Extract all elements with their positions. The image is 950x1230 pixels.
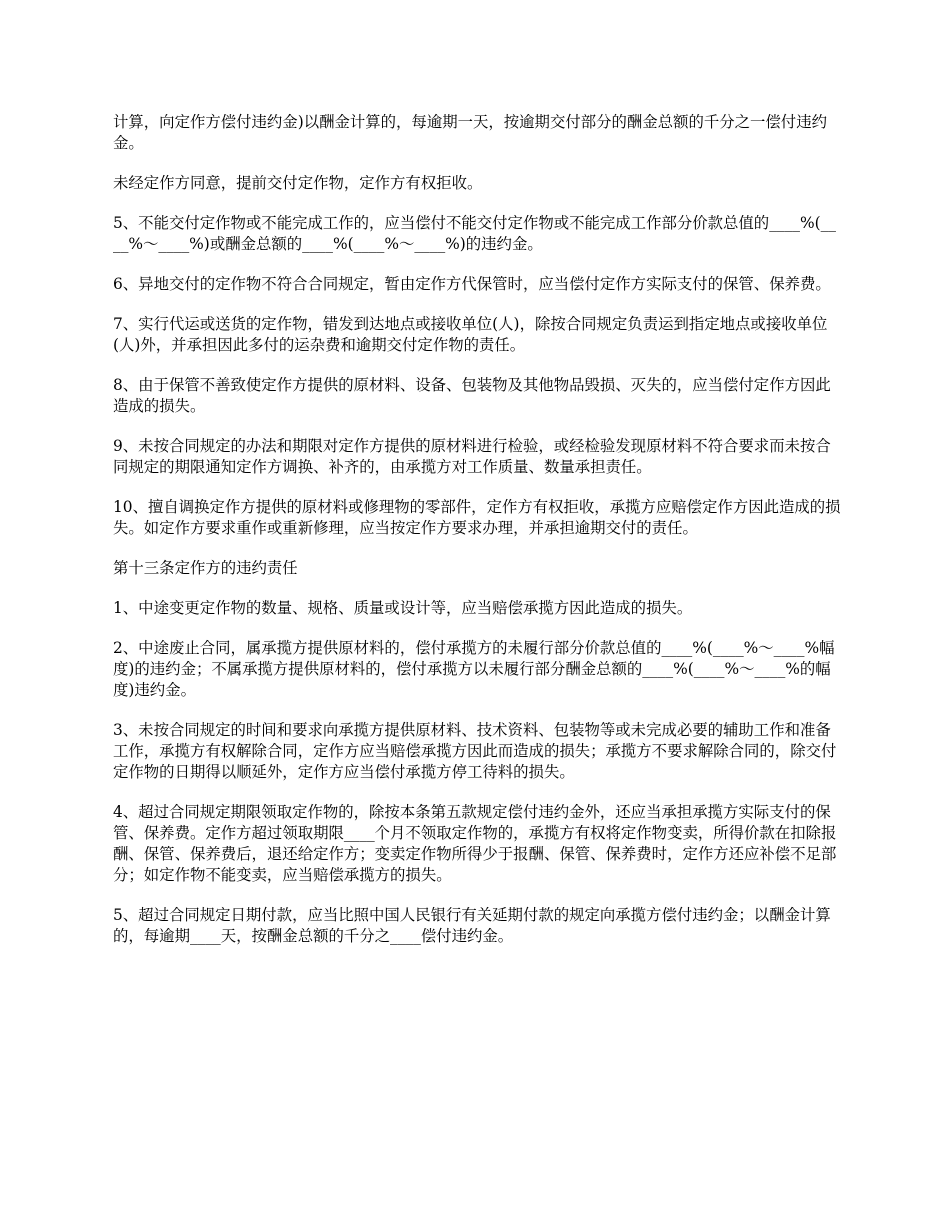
paragraph-early-delivery: 未经定作方同意，提前交付定作物，定作方有权拒收。 <box>113 174 483 192</box>
article-13-clause-3: 3、未按合同规定的时间和要求向承揽方提供原材料、技术资料、包装物等或未完成必要的辅助工作和准备工作，承揽方有权解除合同，定作方应当赔偿承揽方因此而造成的损失；承揽方不要求解除合同的，除交付定作物的日期得以顺延外，定作方应当偿付承揽方停工待料的损失。 <box>113 721 837 781</box>
clause-6-remote-delivery: 6、异地交付的定作物不符合合同规定，暂由定作方代保管时，应当偿付定作方实际支付的保管、保养费。 <box>113 275 831 293</box>
paragraph-continuation: 计算，向定作方偿付违约金)以酬金计算的，每逾期一天，按逾期交付部分的酬金总额的千分之一偿付违约金。 <box>113 113 827 152</box>
article-13-clause-1: 1、中途变更定作物的数量、规格、质量或设计等，应当赔偿承揽方因此造成的损失。 <box>113 599 693 617</box>
article-13-clause-4: 4、超过合同规定期限领取定作物的，除按本条第五款规定偿付违约金外，还应当承担承揽方实际支付的保管、保养费。定作方超过领取期限____个月不领取定作物的，承揽方有权将定作物变卖，所得价款在扣除报酬、保管、保养费后，退还给定作方；变卖定作物所得少于报酬、保管、保养费时，定作方还应补偿不足部分；如定作物不能变卖，应当赔偿承揽方的损失。 <box>113 803 837 884</box>
clause-7-wrong-shipment: 7、实行代运或送货的定作物，错发到达地点或接收单位(人)，除按合同规定负责运到指定地点或接收单位(人)外，并承担因此多付的运杂费和逾期交付定作物的责任。 <box>113 315 828 354</box>
clause-9-inspection: 9、未按合同规定的办法和期限对定作方提供的原材料进行检验，或经检验发现原材料不符合要求而未按合同规定的期限通知定作方调换、补齐的，由承揽方对工作质量、数量承担责任。 <box>113 437 831 476</box>
article-13-heading: 第十三条定作方的违约责任 <box>113 559 298 577</box>
article-13-clause-5: 5、超过合同规定日期付款，应当比照中国人民银行有关延期付款的规定向承揽方偿付违约金；以酬金计算的，每逾期____天，按酬金总额的千分之____偿付违约金。 <box>113 906 831 945</box>
document-page <box>113 112 843 966</box>
clause-10-part-swap: 10、擅自调换定作方提供的原材料或修理物的零部件，定作方有权拒收，承揽方应赔偿定作方因此造成的损失。如定作方要求重作或重新修理，应当按定作方要求办理，并承担逾期交付的责任。 <box>113 498 841 537</box>
article-13-clause-2: 2、中途废止合同，属承揽方提供原材料的，偿付承揽方的未履行部分价款总值的____%(____%～____%幅度)的违约金；不属承揽方提供原材料的，偿付承揽方以未履行部分酬金总额的____%(____%～____%的幅度)违约金。 <box>113 639 835 699</box>
clause-5-non-delivery: 5、不能交付定作物或不能完成工作的，应当偿付不能交付定作物或不能完成工作部分价款总值的____%(____%～____%)或酬金总额的____%(____%～____%)的违约金。 <box>113 214 836 253</box>
clause-8-improper-storage: 8、由于保管不善致使定作方提供的原材料、设备、包装物及其他物品毁损、灭失的，应当偿付定作方因此造成的损失。 <box>113 376 831 415</box>
